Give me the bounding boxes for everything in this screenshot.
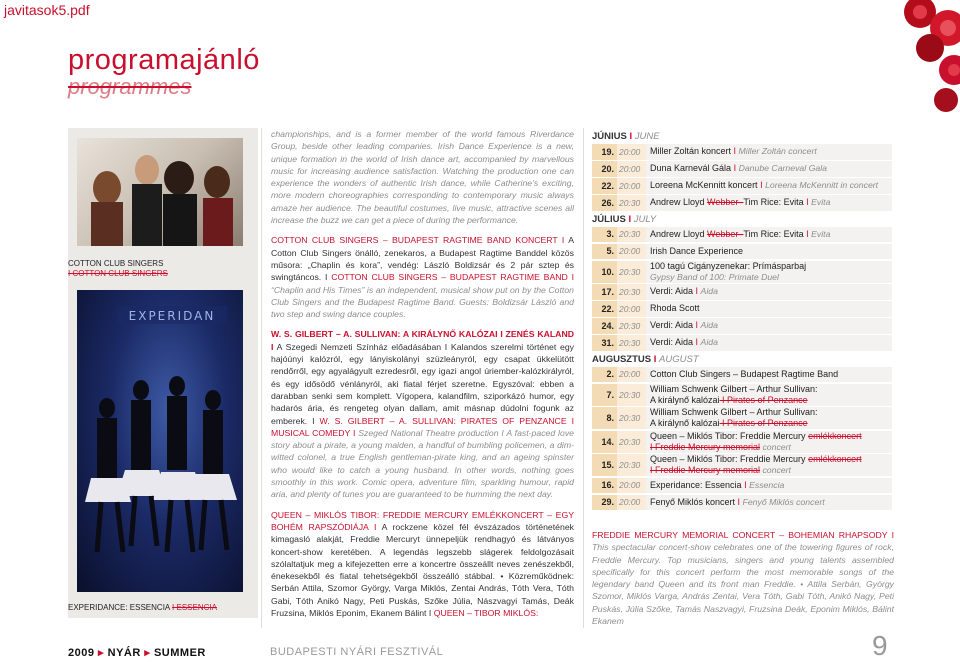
event-day: 24. [592, 318, 617, 334]
event-day: 2. [592, 367, 617, 383]
event-time: 20:30 [617, 384, 646, 406]
schedule-row [592, 178, 892, 194]
article-para-3: W. S. GILBERT – A. SULLIVAN: A KIRÁLYNŐ KALÓZAI I ZENÉS KALAND I A Szegedi Nemzeti Színház előadásában I Kalandos szerelmi történet egy hajóúnyi kalózról, egy lányiskolányi szüzleányról, egy csapat ükkelütött rendőrről, egy agyalágyult ezredesről, egy igazi angol úriember-kalózkirályról, és egy idősödő vénlányról, aki fiatal férjet szeretne. Egyszóval: ebben a darabban senki sem komplett. Vígopera, kalandfilm, sziporkázó humor, egy hadarós ária, és rengeteg olyan dallam, amit másnap dúdolni fogunk az emberek. I W. S. GILBERT – A. SULLIVAN: PIRATES OF PENZANCE I MUSICAL COMEDY I Szeged National Theatre production I A fast-paced love story about a pirate, a young maiden, a handful of bumbling policemen, a dim-witted colonel, a true English gentleman-pirate king, and an ageing spinster who would like to catch a young husband. In other words, nothing goes smoothly in this work. Comic opera, adventure film, sparkling humour, rapid aria, and plenty of tunes you are guaranteed to be humming the next day. [271, 329, 574, 500]
event-title: Rhoda Scott [646, 301, 892, 317]
schedule-row [592, 335, 892, 351]
event-title: Verdi: Aida I Aida [646, 318, 892, 334]
schedule-row [592, 318, 892, 334]
event-title: Andrew Lloyd Webber–Tim Rice: Evita I Evita [646, 227, 892, 243]
schedule-row [592, 195, 892, 211]
photo2-caption: EXPERIDANCE: ESSENCIA I ESSENCIA [68, 603, 217, 612]
event-title: Verdi: Aida I Aida [646, 284, 892, 300]
article-para-4: QUEEN – MIKLÓS TIBOR: FREDDIE MERCURY EMLÉKKONCERT – EGY BOHÉM RAPSZÓDIÁJA I A rockzene közel fél évszázados történetének kimagasló alakját, Freddie Mercuryt ünnepeljük rendhagyó és látványos koncert-show keretében. A legendás legszebb slágerek feldolgozásait szólaltatjuk meg a kifejezetten erre a koncertre összeállt neves zenészekből, énekesekből és fiatal tehetségekből összeálló stábbal. • Közreműködnek: Serbán Attila, Szomor György, Varga Miklós, Zentai András, Tóth Vera, Tóth Gabi, Tóth Anikó Nagy, Peti Puskás, Szőke Júlia, Nászvagyi Tamás, Deák Fruzsina, Miklós Eponim, Ekanem Bálint I QUEEN – TIBOR MIKLÓS: [271, 509, 574, 618]
event-day: 16. [592, 478, 617, 494]
event-day: 22. [592, 178, 617, 194]
event-title: Irish Dance Experience [646, 244, 892, 260]
schedule-row [592, 454, 892, 476]
event-title: 100 tagú Cigányzenekar: Prímásparbaj Gypsy Band of 100: Primate Duel [646, 261, 892, 283]
column-divider [261, 128, 262, 628]
event-title: Duna Karnevál Gála I Danube Carneval Gala [646, 161, 892, 177]
experidance-photo [77, 290, 243, 592]
pdf-filename: javitasok5.pdf [4, 2, 90, 18]
event-time: 20:00 [617, 244, 646, 260]
svg-text:EXPERIDAN: EXPERIDAN [128, 309, 216, 323]
event-day: 19. [592, 144, 617, 160]
schedule-row [592, 301, 892, 317]
schedule-row [592, 227, 892, 243]
event-title: William Schwenk Gilbert – Arthur Sullivan: A királynő kalózai I Pirates of Penzance [646, 384, 892, 406]
month-header: JÚNIUS I JUNE [592, 131, 660, 142]
event-title: Andrew Lloyd Webber–Tim Rice: Evita I Evita [646, 195, 892, 211]
event-day: 3. [592, 227, 617, 243]
schedule-row [592, 431, 892, 453]
event-title: Loreena McKennitt koncert I Loreena McKennitt in concert [646, 178, 892, 194]
schedule-row [592, 161, 892, 177]
schedule [592, 128, 892, 512]
event-time: 20:00 [617, 301, 646, 317]
cotton-club-singers-photo [77, 138, 243, 246]
page-title: programajánló [68, 44, 260, 76]
event-title: Queen – Miklós Tibor: Freddie Mercury emlékkoncert I Freddie Mercury memorial concert [646, 431, 892, 453]
event-time: 20:30 [617, 454, 646, 476]
schedule-row [592, 407, 892, 429]
queen-note: FREDDIE MERCURY MEMORIAL CONCERT – BOHEMIAN RHAPSODY I This spectacular concert-show celebrates one of the towering figures of rock, Freddie Mercury. Top musicians, singers and young talents assembled specifically for this concert perform the most memorable songs of the legendary band Queen and its front man Freddie. • Attila Serbán, György Szomor, Miklós Varga, András Zentai, Vera Tóth, Gabi Tóth, Anikó Nagy, Peti Puskás, Júlia Szőke, Tamás Naszvagyi, Fruzsina Deák, Eponim Miklós, Bálint Ekanem [592, 530, 894, 627]
event-time: 20:30 [617, 335, 646, 351]
event-day: 14. [592, 431, 617, 453]
event-time: 20:30 [617, 261, 646, 283]
event-title: Experidance: Essencia I Essencia [646, 478, 892, 494]
event-day: 20. [592, 161, 617, 177]
event-title: Miller Zoltán koncert I Miller Zoltán concert [646, 144, 892, 160]
photo1-caption: COTTON CLUB SINGERS I COTTON CLUB SINGERS [68, 259, 168, 278]
event-day: 5. [592, 244, 617, 260]
schedule-row [592, 384, 892, 406]
event-time: 20:30 [617, 407, 646, 429]
roses-decoration-icon [850, 0, 960, 120]
schedule-row [592, 284, 892, 300]
event-time: 20:30 [617, 431, 646, 453]
event-time: 20:30 [617, 318, 646, 334]
column-divider [583, 128, 584, 628]
event-day: 26. [592, 195, 617, 211]
event-day: 8. [592, 407, 617, 429]
footer-festival: BUDAPESTI NYÁRI FESZTIVÁL [270, 646, 444, 658]
page-number: 9 [872, 630, 888, 661]
event-time: 20:00 [617, 478, 646, 494]
event-day: 17. [592, 284, 617, 300]
event-time: 20:00 [617, 161, 646, 177]
event-day: 31. [592, 335, 617, 351]
schedule-row [592, 261, 892, 283]
event-title: William Schwenk Gilbert – Arthur Sullivan: A királynő kalózai I Pirates of Penzance [646, 407, 892, 429]
month-header: AUGUSZTUS I AUGUST [592, 353, 699, 365]
article-para-1: championships, and is a former member of the world famous Riverdance Group, beside other leading companies. Irish Dance Experience is a new, unique formation in the world of Irish dance art, accompanied by marvellous music for increasing audience satisfaction. Watching the production one can experience the wonders of authentic Irish dance, while Catherine’s exciting, more modern choreographies corresponding to contemporary music always amaze her audience. The beautiful costumes, live music, attractive scenes all increase the buzz we can get a piece of during the performance. [271, 129, 574, 226]
event-title: Cotton Club Singers – Budapest Ragtime Band [646, 367, 892, 383]
event-day: 29. [592, 495, 617, 511]
article-text [271, 128, 574, 627]
article-para-2: COTTON CLUB SINGERS – BUDAPEST RAGTIME BAND KONCERT I A Cotton Club Singers önálló, zenekaros, a Budapest Ragtime Banddel közös műsora: „Chaplin és kora”, vendég: László Boldizsár és 2 pár sztep és swingtáncos. I COTTON CLUB SINGERS – BUDAPEST RAGTIME BAND I “Chaplin and His Times” is an independent, musical show put on by the Cotton Club Singers and the Budapest Ragtime Band. Guests: Boldizsár László and two step and swing dance couples. [271, 235, 574, 320]
event-day: 7. [592, 384, 617, 406]
schedule-row [592, 244, 892, 260]
event-title: Verdi: Aida I Aida [646, 335, 892, 351]
event-time: 20:00 [617, 495, 646, 511]
event-day: 15. [592, 454, 617, 476]
schedule-row [592, 144, 892, 160]
event-title: Fenyő Miklós koncert I Fenyő Miklós concert [646, 495, 892, 511]
footer-season: 2009 ▸ NYÁR ▸ SUMMER [68, 647, 206, 659]
event-time: 20:00 [617, 367, 646, 383]
event-day: 10. [592, 261, 617, 283]
event-time: 20:00 [617, 144, 646, 160]
event-time: 20:30 [617, 284, 646, 300]
event-time: 20:30 [617, 227, 646, 243]
event-day: 22. [592, 301, 617, 317]
event-time: 20:30 [617, 195, 646, 211]
schedule-row [592, 478, 892, 494]
month-header: JÚLIUS I JULY [592, 213, 657, 225]
page-subtitle: programmes [68, 74, 192, 99]
event-time: 20:00 [617, 178, 646, 194]
schedule-row [592, 367, 892, 383]
schedule-row [592, 495, 892, 511]
event-title: Queen – Miklós Tibor: Freddie Mercury emlékkoncert I Freddie Mercury memorial concert [646, 454, 892, 476]
